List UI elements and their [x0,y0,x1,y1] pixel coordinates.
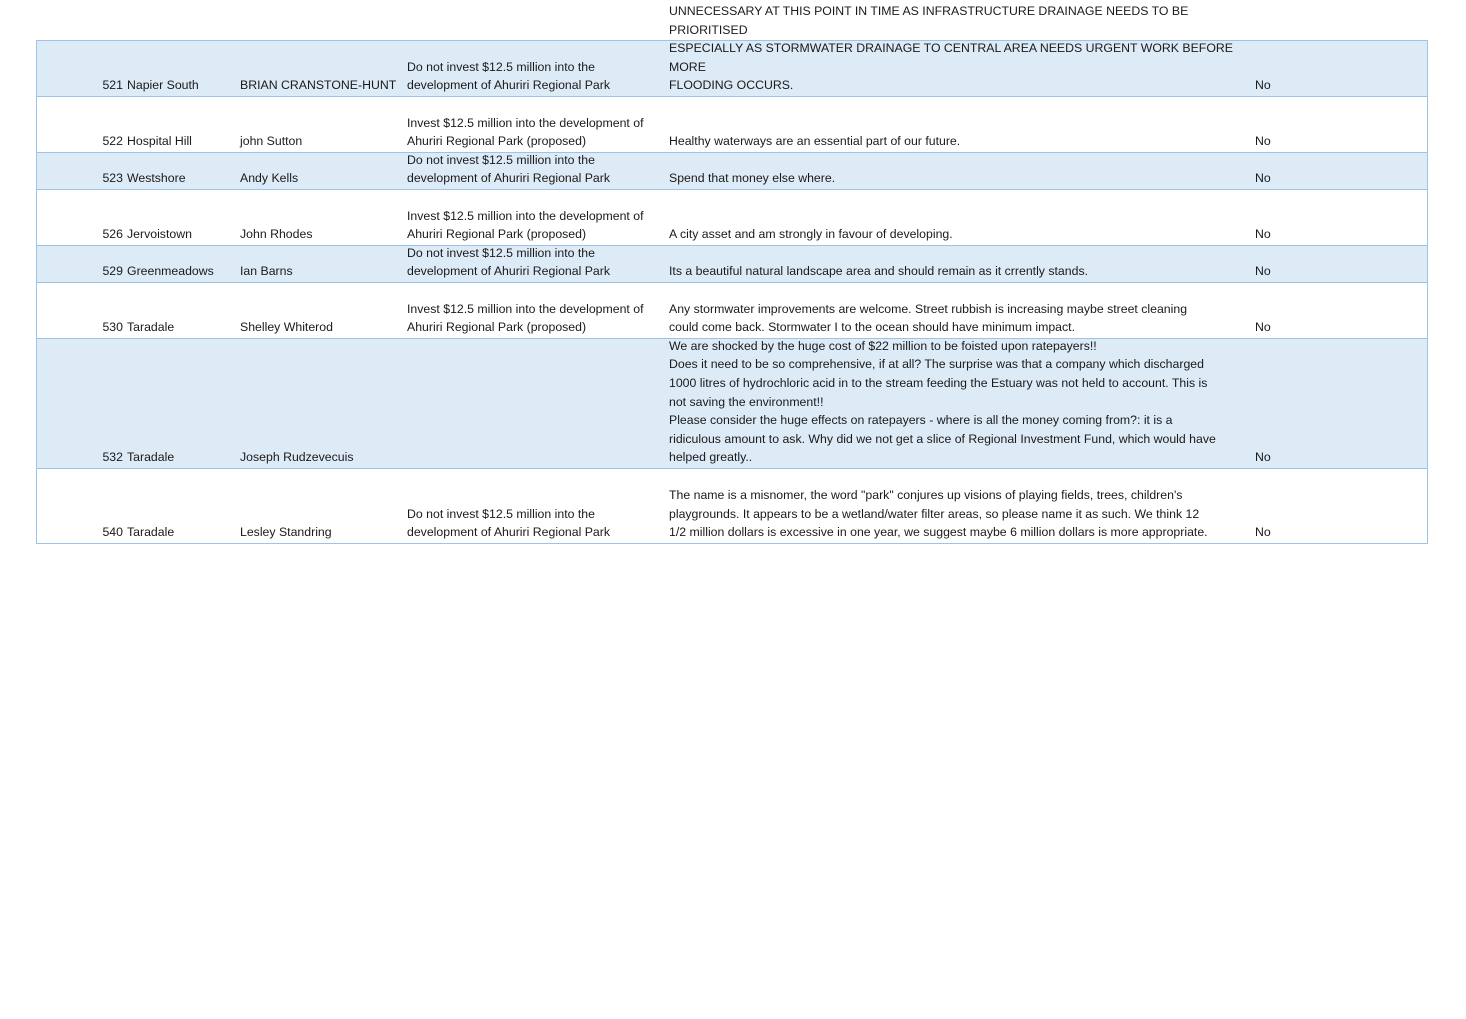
funding-choice: Do not invest $12.5 million into the development of Ahuriri Regional Park [407,506,611,540]
comment: A city asset and am strongly in favour of developing. [669,227,953,242]
flag: No [1255,264,1271,279]
comment: Healthy waterways are an essential part of our future. [669,134,961,149]
suburb: Taradale [127,320,175,335]
table-row [37,4,1427,97]
submitter-name: john Sutton [240,134,303,149]
submission-id: 530 [102,320,123,335]
table-row [37,153,1427,190]
table-row [37,190,1427,246]
funding-choice: Do not invest $12.5 million into the development of Ahuriri Regional Park [407,59,611,93]
submission-id: 521 [102,78,123,93]
table-row [37,339,1427,469]
comment: We are shocked by the huge cost of $22 million to be foisted upon ratepayers!! Does it need to be so comprehensive, if at all? The surprise was that a company which discharged 1000 litres of hydrochloric acid in to the stream feeding the Estuary was not held to account. This is not saving the environment!! Please consider the huge effects on ratepayers - where is all the money coming from?: it is a ridiculous amount to ask. Why did we not get a slice of Regional Investment Fund, which would have helped greatly.. [669,338,1216,465]
table-row [37,469,1427,544]
funding-choice: Invest $12.5 million into the development of Ahuriri Regional Park (proposed) [407,301,644,335]
submission-id: 540 [102,525,123,540]
submissions-table [36,4,1428,544]
flag: No [1255,78,1271,93]
submitter-name: John Rhodes [240,227,313,242]
comment: The name is a misnomer, the word "park" conjures up visions of playing fields, trees, children's playgrounds. It appears to be a wetland/water filter areas, so please name it as such. We think 12 1/2 million dollars is excessive in one year, we suggest maybe 6 million dollars is more appropriate. [669,488,1208,540]
funding-choice: Do not invest $12.5 million into the development of Ahuriri Regional Park [407,245,611,279]
submitter-name: Lesley Standring [240,525,332,540]
submitter-name: Shelley Whiterod [240,320,333,335]
submission-id: 526 [102,227,123,242]
submitter-name: Andy Kells [240,171,299,186]
funding-choice: Invest $12.5 million into the development of Ahuriri Regional Park (proposed) [407,208,644,242]
submitter-name: BRIAN CRANSTONE-HUNT [240,78,397,93]
suburb: Jervoistown [127,227,192,242]
table-row [37,283,1427,339]
flag: No [1255,525,1271,540]
suburb: Westshore [127,171,186,186]
suburb: Taradale [127,450,175,465]
comment: Any stormwater improvements are welcome. Street rubbish is increasing maybe street cleaning could come back. Stormwater I to the ocean should have minimum impact. [669,301,1188,335]
comment: Spend that money else where. [669,171,836,186]
suburb: Greenmeadows [127,264,214,279]
suburb: Hospital Hill [127,134,192,149]
flag: No [1255,450,1271,465]
flag: No [1255,134,1271,149]
suburb: Taradale [127,525,175,540]
funding-choice: Invest $12.5 million into the development of Ahuriri Regional Park (proposed) [407,115,644,149]
comment: UNNECESSARY AT THIS POINT IN TIME AS INFRASTRUCTURE DRAINAGE NEEDS TO BE PRIORITISED ESPECIALLY AS STORMWATER DRAINAGE TO CENTRAL AREA NEEDS URGENT WORK BEFORE MORE FLOODING OCCURS. [669,4,1233,93]
suburb: Napier South [127,78,199,93]
comment: Its a beautiful natural landscape area and should remain as it crrently stands. [669,264,1089,279]
submission-id: 522 [102,134,123,149]
flag: No [1255,227,1271,242]
funding-choice: Do not invest $12.5 million into the development of Ahuriri Regional Park [407,152,611,186]
submission-id: 523 [102,171,123,186]
flag: No [1255,320,1271,335]
submitter-name: Ian Barns [240,264,293,279]
flag: No [1255,171,1271,186]
submission-id: 532 [102,450,123,465]
submitter-name: Joseph Rudzevecuis [240,450,354,465]
table-row [37,97,1427,153]
submission-id: 529 [102,264,123,279]
table-row [37,246,1427,283]
